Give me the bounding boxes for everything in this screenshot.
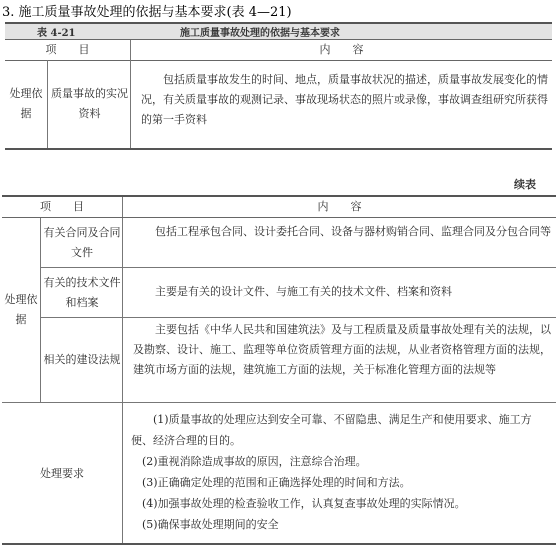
section-heading: 3. 施工质量事故处理的依据与基本要求(表 4—21)	[2, 5, 292, 20]
header-item: 项 目	[45, 43, 90, 56]
requirements-list	[122, 403, 556, 543]
requirement-item: (3)正确确定处理的范围和正确选择处理的时间和方法。	[142, 476, 411, 489]
requirements-label: 处理要求	[40, 467, 84, 480]
table-row	[40, 218, 556, 268]
continuation-label: 续表	[514, 178, 536, 191]
subitem-cell: 相关的建设法规	[40, 318, 123, 402]
table-header-row	[5, 39, 552, 61]
header-content: 内 容	[319, 43, 364, 56]
content-cell: 包括质量事故发生的时间、地点，质量事故状况的描述，质量事故发展变化的情况，有关质量事故的观测记录、事故现场状态的照片或录像，事故调查组研究所获得的第一手资料	[130, 60, 552, 148]
continued-table	[2, 195, 556, 545]
table-header-row	[2, 197, 556, 218]
table-number: 表 4-21	[37, 28, 76, 39]
header-content: 内 容	[317, 200, 362, 213]
basis-group	[2, 218, 556, 403]
subitem-cell: 质量事故的实况资料	[47, 60, 131, 148]
content-cell: 主要是有关的设计文件、与施工有关的技术文件、档案和资料	[122, 268, 556, 317]
subitem-cell: 有关的技术文件和档案	[40, 268, 123, 317]
table-caption	[5, 24, 552, 39]
content-cell: 包括工程承包合同、设计委托合同、设备与器材购销合同、监理合同及分包合同等	[122, 218, 556, 267]
table-row	[40, 268, 556, 318]
requirement-item: (4)加强事故处理的检查验收工作，认真复查事故处理的实际情况。	[142, 497, 466, 510]
content-cell: 主要包括《中华人民共和国建筑法》及与工程质量及质量事故处理有关的法规，以及勘察、设计、施工、监理等单位资质管理方面的法规，从业者资格管理方面的法规，建筑市场方面的法规，建筑施工方面的法规，关于标准化管理方面的法规等	[122, 318, 556, 402]
header-item: 项 目	[40, 200, 84, 213]
table-4-21	[5, 22, 552, 150]
category-cell: 处理依据	[4, 293, 38, 326]
table-row	[40, 318, 556, 402]
category-cell: 处理依据	[9, 87, 43, 120]
requirement-item: (1)质量事故的处理应达到安全可靠、不留隐患、满足生产和使用要求、施工方便、经济合理的目的。	[131, 413, 532, 447]
table-title: 施工质量事故处理的依据与基本要求	[180, 28, 340, 39]
requirements-row	[2, 403, 556, 545]
requirement-item: (5)确保事故处理期间的安全	[142, 518, 279, 531]
requirement-item: (2)重视消除造成事故的原因，注意综合治理。	[142, 455, 367, 468]
table-row	[5, 60, 552, 150]
subitem-cell: 有关合同及合同文件	[40, 218, 123, 267]
